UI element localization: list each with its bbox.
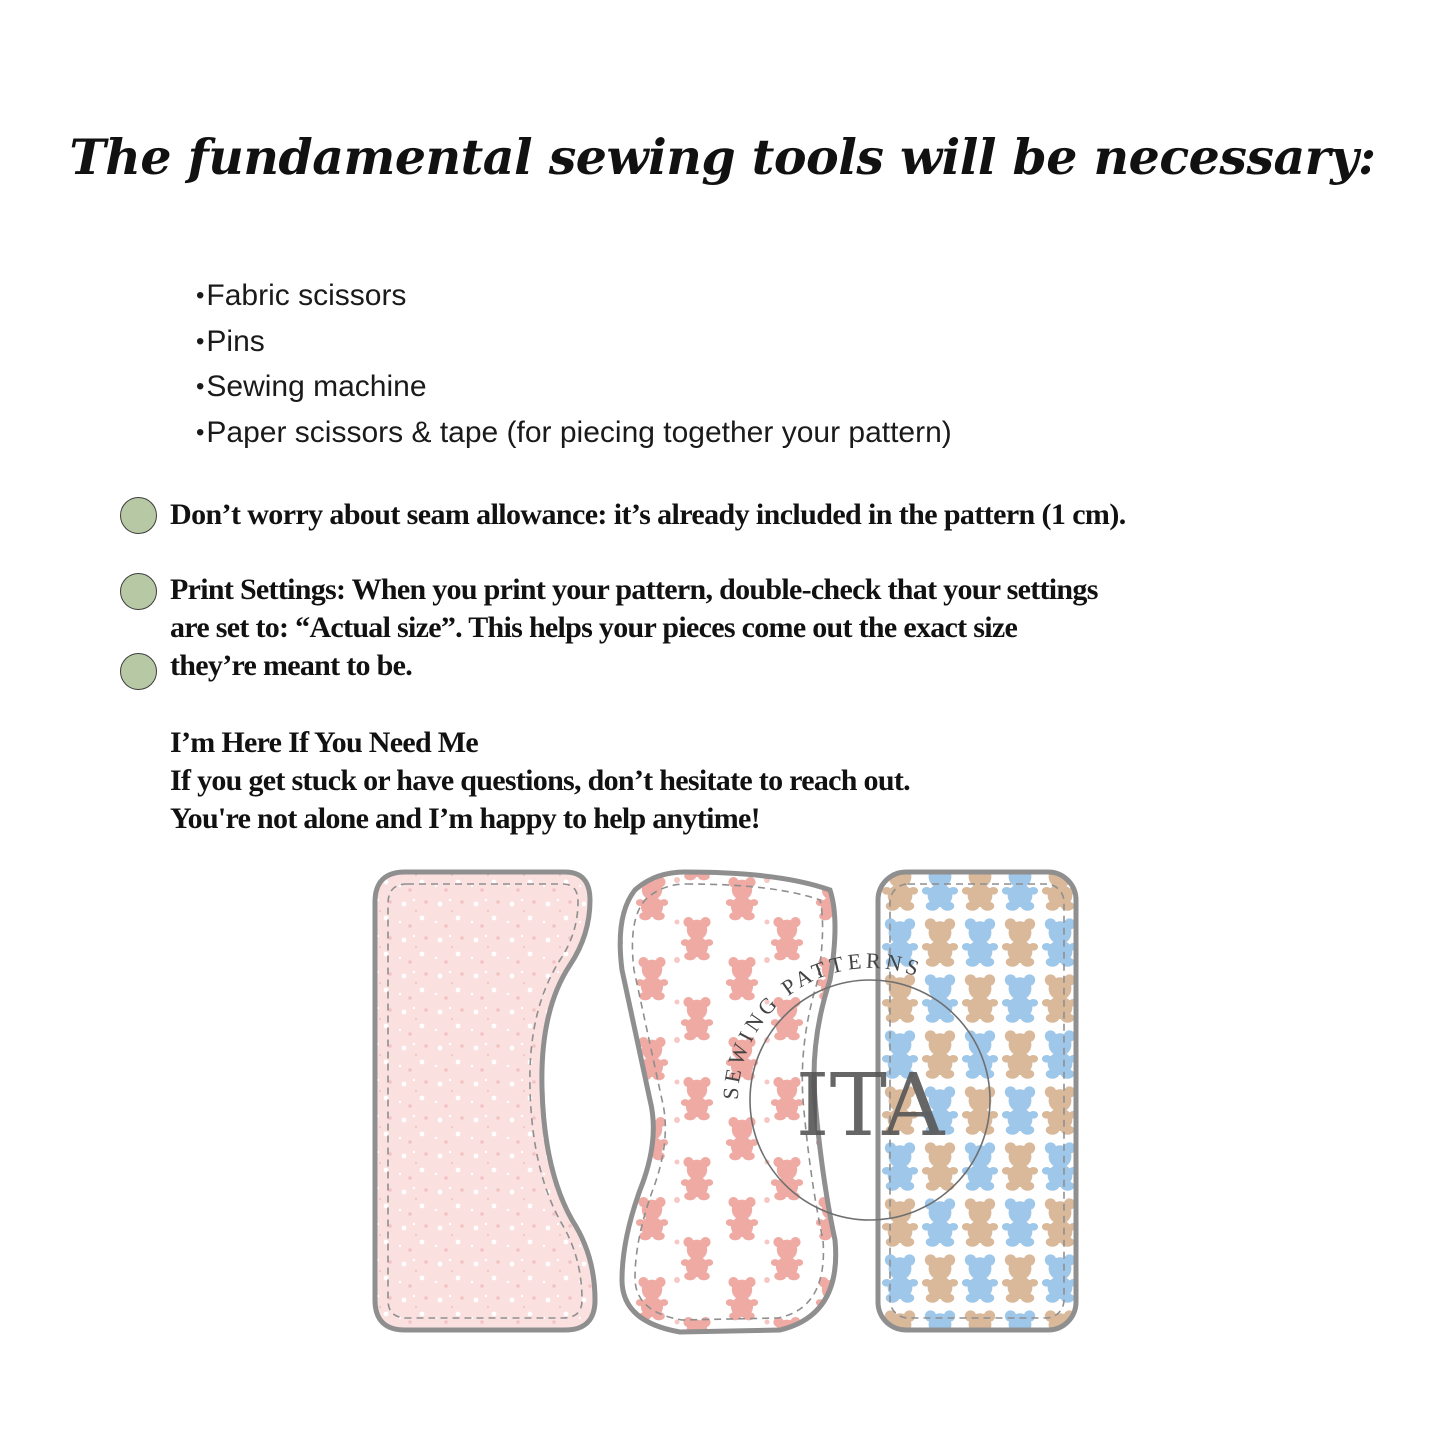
logo-monogram: ITA: [795, 1056, 945, 1156]
seam-allowance-note: Don’t worry about seam allowance: it’s already included in the pattern (1 cm).: [170, 498, 1126, 531]
tools-list: [196, 274, 952, 456]
help-section: [170, 724, 910, 838]
burp-cloth-pink-floral: [375, 872, 595, 1330]
logo-ring-text: SEWING PATTERNS: [717, 947, 926, 1101]
bullet-icon: •: [196, 418, 205, 446]
help-heading: I’m Here If You Need Me: [170, 726, 478, 759]
help-line: You're not alone and I’m happy to help anytime!: [170, 802, 760, 835]
list-item: •Fabric scissors: [196, 279, 407, 312]
burp-cloth-illustration: [360, 860, 1100, 1350]
list-item: •Pins: [196, 324, 265, 358]
bullet-icon: •: [196, 327, 205, 355]
help-line: If you get stuck or have questions, don’t hesitate to reach out.: [170, 764, 910, 797]
list-item: •Paper scissors & tape (for piecing together your pattern): [196, 415, 952, 449]
list-item: •Sewing machine: [196, 370, 427, 403]
print-settings-note: [170, 571, 1098, 685]
print-settings-line: they’re meant to be.: [170, 649, 413, 682]
green-circle-icon: [120, 653, 157, 690]
green-circle-icon: [120, 497, 157, 534]
print-settings-line: are set to: “Actual size”. This helps your pieces come out the exact size: [170, 611, 1018, 644]
print-settings-line: Print Settings: When you print your pattern, double-check that your settings: [170, 573, 1098, 606]
green-circle-icon: [120, 573, 157, 610]
bullet-icon: •: [196, 282, 205, 309]
bullet-icon: •: [196, 373, 205, 400]
page-title: The fundamental sewing tools will be necessary:: [69, 128, 1376, 186]
